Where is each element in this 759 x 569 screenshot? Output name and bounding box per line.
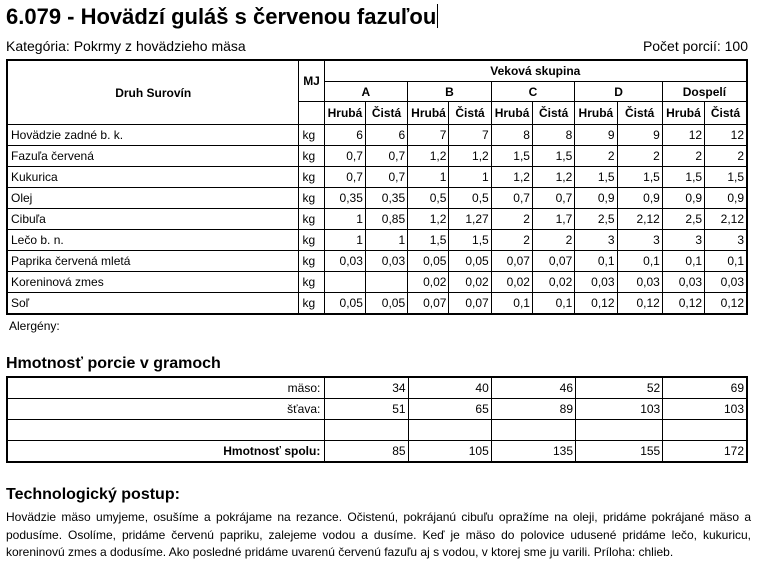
- quantity-cell: 2: [491, 209, 532, 230]
- gross-header: Hrubá: [662, 102, 704, 125]
- quantity-cell: 2,12: [705, 209, 747, 230]
- quantity-cell: 0,5: [408, 188, 449, 209]
- unit-spacer: [299, 102, 324, 125]
- table-row: [7, 209, 747, 230]
- ingredient-unit: kg: [299, 146, 324, 167]
- quantity-cell: 2,5: [575, 209, 617, 230]
- quantity-cell: 2: [662, 146, 704, 167]
- quantity-cell: 0,02: [449, 272, 491, 293]
- table-row: [7, 293, 747, 315]
- table-row: [7, 188, 747, 209]
- ingredient-unit: kg: [299, 125, 324, 146]
- quantity-cell: 2: [617, 146, 662, 167]
- quantity-cell: 0,7: [532, 188, 574, 209]
- quantity-cell: 1,5: [575, 167, 617, 188]
- quantity-cell: 0,07: [491, 251, 532, 272]
- quantity-cell: 0,1: [617, 251, 662, 272]
- weight-value: 105: [408, 441, 491, 463]
- net-header: Čistá: [532, 102, 574, 125]
- quantity-cell: 0,35: [324, 188, 365, 209]
- ingredient-unit: kg: [299, 293, 324, 315]
- quantity-cell: 0,02: [491, 272, 532, 293]
- quantity-cell: 1,2: [532, 167, 574, 188]
- text-cursor: [437, 4, 438, 28]
- quantity-cell: 0,7: [491, 188, 532, 209]
- ingredient-name: Olej: [7, 188, 299, 209]
- ingredient-unit: kg: [299, 209, 324, 230]
- weight-row: [7, 377, 747, 399]
- quantity-cell: 6: [324, 125, 365, 146]
- quantity-cell: 1: [324, 209, 365, 230]
- quantity-cell: 0,05: [324, 293, 365, 315]
- recipe-title-text: 6.079 - Hovädzí guláš s červenou fazuľou: [6, 4, 437, 29]
- table-row: [7, 125, 747, 146]
- quantity-cell: 1,5: [532, 146, 574, 167]
- ingredient-name: Lečo b. n.: [7, 230, 299, 251]
- quantity-cell: 2: [575, 146, 617, 167]
- gross-header: Hrubá: [408, 102, 449, 125]
- quantity-cell: 1,5: [408, 230, 449, 251]
- quantity-cell: 0,03: [617, 272, 662, 293]
- quantity-cell: [365, 272, 407, 293]
- weight-value: 51: [325, 399, 408, 420]
- quantity-cell: [324, 272, 365, 293]
- weight-label: šťava:: [7, 399, 325, 420]
- weight-value: 103: [663, 399, 747, 420]
- ingredient-name: Paprika červená mletá: [7, 251, 299, 272]
- quantity-cell: 2,5: [662, 209, 704, 230]
- quantity-cell: 0,7: [365, 146, 407, 167]
- quantity-cell: 0,05: [365, 293, 407, 315]
- column-header-ingredient: Druh Surovín: [7, 60, 299, 125]
- quantity-cell: 7: [408, 125, 449, 146]
- quantity-cell: 3: [662, 230, 704, 251]
- quantity-cell: 1,2: [408, 146, 449, 167]
- portion-weight-title: Hmotnosť porcie v gramoch: [6, 355, 221, 372]
- weight-value: 52: [576, 377, 663, 399]
- quantity-cell: 1,2: [408, 209, 449, 230]
- gross-header: Hrubá: [324, 102, 365, 125]
- quantity-cell: 1: [324, 230, 365, 251]
- quantity-cell: 1,7: [532, 209, 574, 230]
- weight-value: [576, 420, 663, 441]
- weight-value: [663, 420, 747, 441]
- weight-value: 69: [663, 377, 747, 399]
- weight-value: 135: [491, 441, 575, 463]
- age-group-3: D: [575, 82, 663, 102]
- table-row: [7, 272, 747, 293]
- quantity-cell: 6: [365, 125, 407, 146]
- ingredient-unit: kg: [299, 167, 324, 188]
- weight-label: [7, 420, 325, 441]
- quantity-cell: 0,7: [324, 167, 365, 188]
- weight-value: [491, 420, 575, 441]
- quantity-cell: 0,03: [365, 251, 407, 272]
- quantity-cell: 1,5: [449, 230, 491, 251]
- quantity-cell: 0,85: [365, 209, 407, 230]
- weight-value: 85: [325, 441, 408, 463]
- table-row: [7, 167, 747, 188]
- quantity-cell: 2: [491, 230, 532, 251]
- quantity-cell: 0,9: [575, 188, 617, 209]
- weight-value: 89: [491, 399, 575, 420]
- quantity-cell: 0,03: [324, 251, 365, 272]
- gross-header: Hrubá: [575, 102, 617, 125]
- quantity-cell: 0,9: [617, 188, 662, 209]
- quantity-cell: 8: [532, 125, 574, 146]
- quantity-cell: 8: [491, 125, 532, 146]
- weight-label: mäso:: [7, 377, 325, 399]
- ingredient-name: Fazuľa červená: [7, 146, 299, 167]
- weight-value: [325, 420, 408, 441]
- ingredient-name: Cibuľa: [7, 209, 299, 230]
- technology-text: Hovädzie mäso umyjeme, osušíme a pokrájame na rezance. Očistenú, pokrájanú cibuľu opražíme na oleji, pridáme pokrájané mäso a podusíme. Osolíme, pridáme červenú papriku, zalejeme vodou a dusíme. Keď je mäso do polovice udusené pridáme lečo, kukuricu, koreninovú zmes a dodusíme. Ako posledné pridáme uvarenú červenú fazuľu aj s vodou, v ktorej sme ju varili. Príloha: chlieb.: [6, 510, 751, 559]
- weight-row: [7, 399, 747, 420]
- net-header: Čistá: [617, 102, 662, 125]
- quantity-cell: 0,7: [324, 146, 365, 167]
- quantity-cell: 0,07: [408, 293, 449, 315]
- weight-value: 34: [325, 377, 408, 399]
- weight-row: [7, 420, 747, 441]
- allergens-label: Alergény:: [9, 319, 60, 333]
- quantity-cell: 1,2: [449, 146, 491, 167]
- gross-header: Hrubá: [491, 102, 532, 125]
- quantity-cell: 0,03: [705, 272, 747, 293]
- quantity-cell: 0,9: [705, 188, 747, 209]
- quantity-cell: 0,12: [662, 293, 704, 315]
- quantity-cell: 0,9: [662, 188, 704, 209]
- age-group-header: Veková skupina: [324, 60, 747, 82]
- ingredient-name: Kukurica: [7, 167, 299, 188]
- quantity-cell: 1,27: [449, 209, 491, 230]
- quantity-cell: 1,5: [705, 167, 747, 188]
- quantity-cell: 2,12: [617, 209, 662, 230]
- table-row: [7, 251, 747, 272]
- quantity-cell: 3: [705, 230, 747, 251]
- quantity-cell: 0,07: [532, 251, 574, 272]
- net-header: Čistá: [365, 102, 407, 125]
- quantity-cell: 1: [365, 230, 407, 251]
- column-header-unit: MJ: [299, 60, 324, 102]
- weight-value: 65: [408, 399, 491, 420]
- weight-value: 155: [576, 441, 663, 463]
- ingredient-unit: kg: [299, 188, 324, 209]
- net-header: Čistá: [449, 102, 491, 125]
- recipe-title[interactable]: [6, 4, 438, 30]
- portions-label: Počet porcií: 100: [642, 38, 748, 54]
- weight-value: 40: [408, 377, 491, 399]
- category-label: Kategória: Pokrmy z hovädzieho mäsa: [6, 38, 246, 54]
- ingredients-table: [6, 59, 748, 315]
- age-group-4: Dospelí: [662, 82, 747, 102]
- quantity-cell: 12: [705, 125, 747, 146]
- quantity-cell: 0,1: [575, 251, 617, 272]
- ingredient-name: Koreninová zmes: [7, 272, 299, 293]
- weight-value: [408, 420, 491, 441]
- ingredient-unit: kg: [299, 251, 324, 272]
- technology-title: Technologický postup:: [6, 486, 180, 503]
- weight-row: [7, 441, 747, 463]
- quantity-cell: 0,02: [532, 272, 574, 293]
- quantity-cell: 0,7: [365, 167, 407, 188]
- age-group-0: A: [324, 82, 408, 102]
- quantity-cell: 0,03: [575, 272, 617, 293]
- weight-value: 46: [491, 377, 575, 399]
- ingredient-unit: kg: [299, 272, 324, 293]
- quantity-cell: 9: [617, 125, 662, 146]
- quantity-cell: 0,12: [617, 293, 662, 315]
- age-group-2: C: [491, 82, 575, 102]
- quantity-cell: 0,07: [449, 293, 491, 315]
- weight-value: 172: [663, 441, 747, 463]
- table-row: [7, 230, 747, 251]
- weight-value: 103: [576, 399, 663, 420]
- quantity-cell: 0,05: [449, 251, 491, 272]
- quantity-cell: 12: [662, 125, 704, 146]
- quantity-cell: 0,12: [705, 293, 747, 315]
- ingredient-unit: kg: [299, 230, 324, 251]
- quantity-cell: 0,05: [408, 251, 449, 272]
- weight-label: Hmotnosť spolu:: [7, 441, 325, 463]
- table-row: [7, 146, 747, 167]
- quantity-cell: 2: [532, 230, 574, 251]
- quantity-cell: 0,1: [662, 251, 704, 272]
- quantity-cell: 1,5: [662, 167, 704, 188]
- quantity-cell: 3: [617, 230, 662, 251]
- quantity-cell: 0,1: [491, 293, 532, 315]
- quantity-cell: 1,5: [491, 146, 532, 167]
- quantity-cell: 0,12: [575, 293, 617, 315]
- quantity-cell: 0,1: [532, 293, 574, 315]
- ingredient-name: Hovädzie zadné b. k.: [7, 125, 299, 146]
- quantity-cell: 0,5: [449, 188, 491, 209]
- ingredient-name: Soľ: [7, 293, 299, 315]
- portion-weight-table: [6, 376, 748, 463]
- quantity-cell: 0,1: [705, 251, 747, 272]
- quantity-cell: 0,02: [408, 272, 449, 293]
- quantity-cell: 1,2: [491, 167, 532, 188]
- quantity-cell: 1,5: [617, 167, 662, 188]
- net-header: Čistá: [705, 102, 747, 125]
- quantity-cell: 0,35: [365, 188, 407, 209]
- quantity-cell: 1: [449, 167, 491, 188]
- quantity-cell: 2: [705, 146, 747, 167]
- quantity-cell: 1: [408, 167, 449, 188]
- age-group-1: B: [408, 82, 492, 102]
- quantity-cell: 3: [575, 230, 617, 251]
- quantity-cell: 9: [575, 125, 617, 146]
- quantity-cell: 0,03: [662, 272, 704, 293]
- quantity-cell: 7: [449, 125, 491, 146]
